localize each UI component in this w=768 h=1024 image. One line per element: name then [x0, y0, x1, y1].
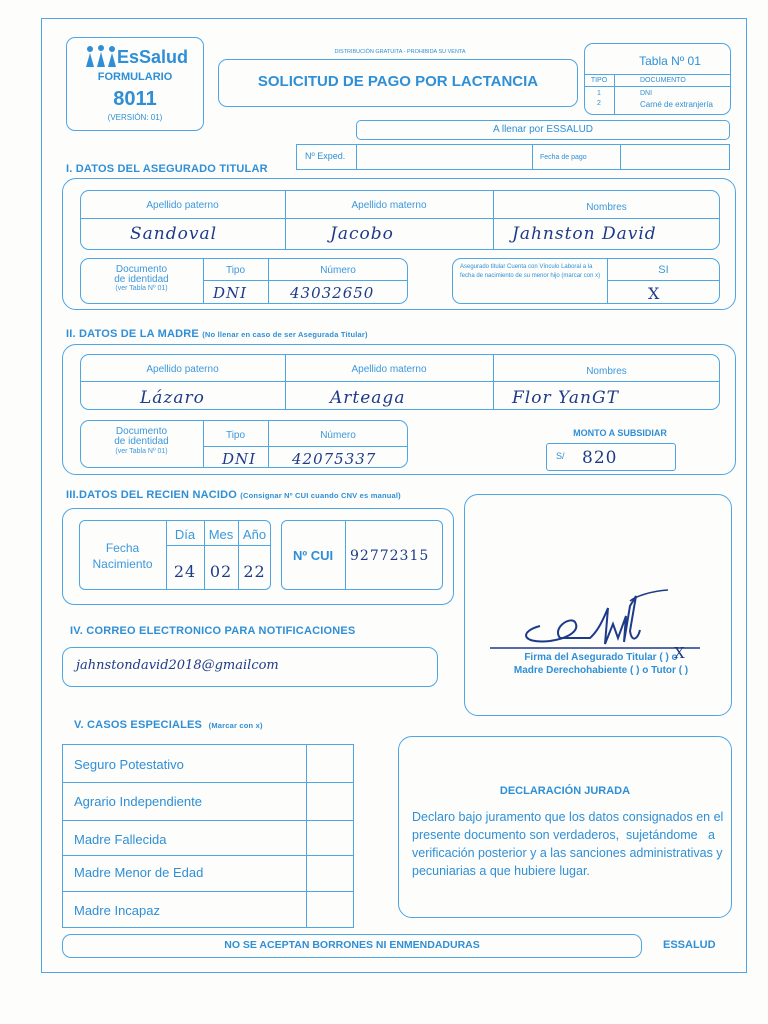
essalud-logo-icon — [84, 45, 118, 69]
monto-field[interactable]: 820 — [582, 448, 618, 468]
madre-nombres-field[interactable]: Flor YanGT — [512, 388, 619, 408]
monto-label: MONTO A SUBSIDIAR — [573, 428, 667, 438]
tabla-col-doc: DOCUMENTO — [640, 77, 686, 84]
tabla-row2-doc: Carné de extranjería — [640, 100, 713, 109]
exped-field[interactable] — [296, 144, 730, 170]
cui-field[interactable]: 92772315 — [350, 548, 430, 564]
form-title: SOLICITUD DE PAGO POR LACTANCIA — [257, 73, 539, 90]
cui-label: Nº CUI — [293, 548, 334, 563]
madre-numero-label: Número — [320, 430, 356, 441]
tabla-row1-tipo: 1 — [597, 90, 601, 97]
email-field[interactable]: jahnstondavid2018@gmailcom — [76, 658, 279, 673]
tabla-title: Tabla Nº 01 — [639, 54, 701, 68]
dia-label: Día — [174, 527, 196, 542]
declaracion-line-4: pecuniarias a que hubiere lugar. — [412, 864, 590, 878]
exped-label: Nº Exped. — [305, 151, 346, 161]
caso-madre-fallecida: Madre Fallecida — [74, 832, 167, 847]
madre-tipo-label: Tipo — [225, 430, 246, 441]
titular-apellido-materno-field[interactable]: Jacobo — [330, 224, 394, 244]
section-5-note: (Marcar con x) — [208, 721, 263, 730]
section-5-title-text: V. CASOS ESPECIALES — [74, 719, 203, 731]
titular-nombres-field[interactable]: Jahnston David — [512, 224, 657, 244]
madre-apellido-paterno-label: Apellido paterno — [146, 364, 219, 375]
caso-agrario-independiente: Agrario Independiente — [74, 794, 202, 809]
madre-apellido-materno-field[interactable]: Arteaga — [330, 388, 406, 408]
caso-checkbox-2[interactable] — [307, 783, 353, 819]
section-3-note: (Consignar Nº CUI cuando CNV es manual) — [240, 491, 401, 500]
titular-doc-label-2: de identidad — [114, 274, 169, 285]
mes-label: Mes — [208, 527, 234, 542]
caso-seguro-potestativo: Seguro Potestativo — [74, 757, 184, 772]
madre-doc-label-3: (ver Tabla Nº 01) — [115, 448, 168, 455]
titular-apellido-paterno-label: Apellido paterno — [146, 200, 219, 211]
titular-tipo-label: Tipo — [225, 265, 246, 276]
form-label: FORMULARIO — [97, 71, 173, 83]
brand-name: EsSalud — [117, 47, 189, 67]
madre-nombres-label: Nombres — [586, 366, 627, 377]
caso-madre-incapaz: Madre Incapaz — [74, 903, 160, 918]
declaracion-title: DECLARACIÓN JURADA — [499, 785, 631, 797]
caso-madre-menor-edad: Madre Menor de Edad — [74, 865, 204, 880]
caso-checkbox-5[interactable] — [307, 892, 353, 927]
madre-apellido-paterno-field[interactable]: Lázaro — [140, 388, 205, 408]
dia-field[interactable]: 24 — [173, 562, 197, 581]
titular-numero-label: Número — [320, 265, 356, 276]
anio-field[interactable]: 22 — [243, 562, 266, 581]
madre-doc-label-2: de identidad — [114, 436, 169, 447]
section-2-note: (No llenar en caso de ser Asegurada Titular) — [202, 330, 368, 339]
tabla-row2-tipo: 2 — [597, 100, 601, 107]
madre-numero-field[interactable]: 42075337 — [292, 450, 377, 468]
mes-field[interactable]: 02 — [209, 562, 233, 581]
distribution-note: DISTRIBUCIÓN GRATUITA - PROHIBIDA SU VENTA — [334, 49, 466, 55]
caso-checkbox-4[interactable] — [307, 856, 353, 890]
titular-doc-label-1: Documento — [115, 264, 168, 275]
vinculo-si-label: SI — [658, 264, 669, 276]
fecha-label-1: Fecha — [105, 541, 140, 555]
tabla-col-tipo: TIPO — [590, 77, 608, 84]
tabla-row1-doc: DNI — [640, 90, 653, 97]
fecha-label-2: Nacimiento — [92, 557, 153, 571]
declaracion-line-3: verificación posterior y a las sanciones administrativas y — [412, 846, 723, 860]
section-3-title — [66, 489, 401, 501]
vinculo-text: Asegurado titular Cuenta con Vínculo Laboral a la fecha de nacimiento de su menor hijo (marcar con x) — [460, 264, 601, 279]
section-2-title-text: II. DATOS DE LA MADRE — [66, 328, 199, 340]
monto-prefix: S/ — [556, 451, 565, 461]
caso-checkbox-3[interactable] — [307, 821, 353, 854]
madre-tipo-field[interactable]: DNI — [222, 450, 257, 468]
titular-numero-field[interactable]: 43032650 — [290, 284, 375, 302]
section-3-title-text: III.DATOS DEL RECIEN NACIDO — [66, 489, 238, 501]
vinculo-si-checkbox[interactable]: X — [648, 284, 661, 303]
titular-apellido-materno-label: Apellido materno — [351, 200, 427, 211]
section-2-title — [66, 328, 368, 340]
signature-line-1: Firma del Asegurado Titular ( ) o — [524, 652, 678, 663]
signature-titular-mark[interactable]: X — [674, 644, 686, 662]
madre-doc-label-1: Documento — [115, 426, 168, 437]
declaracion-line-1: Declaro bajo juramento que los datos consignados en el — [412, 810, 724, 824]
section-4-title: IV. CORREO ELECTRONICO PARA NOTIFICACIONES — [70, 625, 356, 637]
declaracion-text — [412, 808, 724, 880]
section-5-title — [74, 719, 263, 731]
footer-warning: NO SE ACEPTAN BORRONES NI ENMENDADURAS — [224, 939, 480, 951]
caso-checkbox-1[interactable] — [307, 745, 353, 781]
madre-apellido-materno-label: Apellido materno — [351, 364, 427, 375]
declaracion-line-2: presente documento son verdaderos, sujetándome a — [412, 828, 715, 842]
form-number: 8011 — [113, 88, 157, 110]
signature-line-2: Madre Derechohabiente ( ) o Tutor ( ) — [513, 665, 689, 676]
section-1-title: I. DATOS DEL ASEGURADO TITULAR — [66, 163, 268, 175]
footer-brand: ESSALUD — [663, 939, 716, 951]
titular-apellido-paterno-field[interactable]: Sandoval — [130, 224, 218, 244]
titular-doc-label-3: (ver Tabla Nº 01) — [115, 285, 168, 292]
essalud-fill-label: A llenar por ESSALUD — [492, 124, 594, 135]
titular-tipo-field[interactable]: DNI — [213, 284, 248, 302]
anio-label: Año — [242, 527, 267, 542]
form-version: (VERSIÓN: 01) — [107, 113, 163, 122]
fecha-pago-label: Fecha de pago — [540, 154, 587, 161]
titular-nombres-label: Nombres — [586, 202, 627, 213]
